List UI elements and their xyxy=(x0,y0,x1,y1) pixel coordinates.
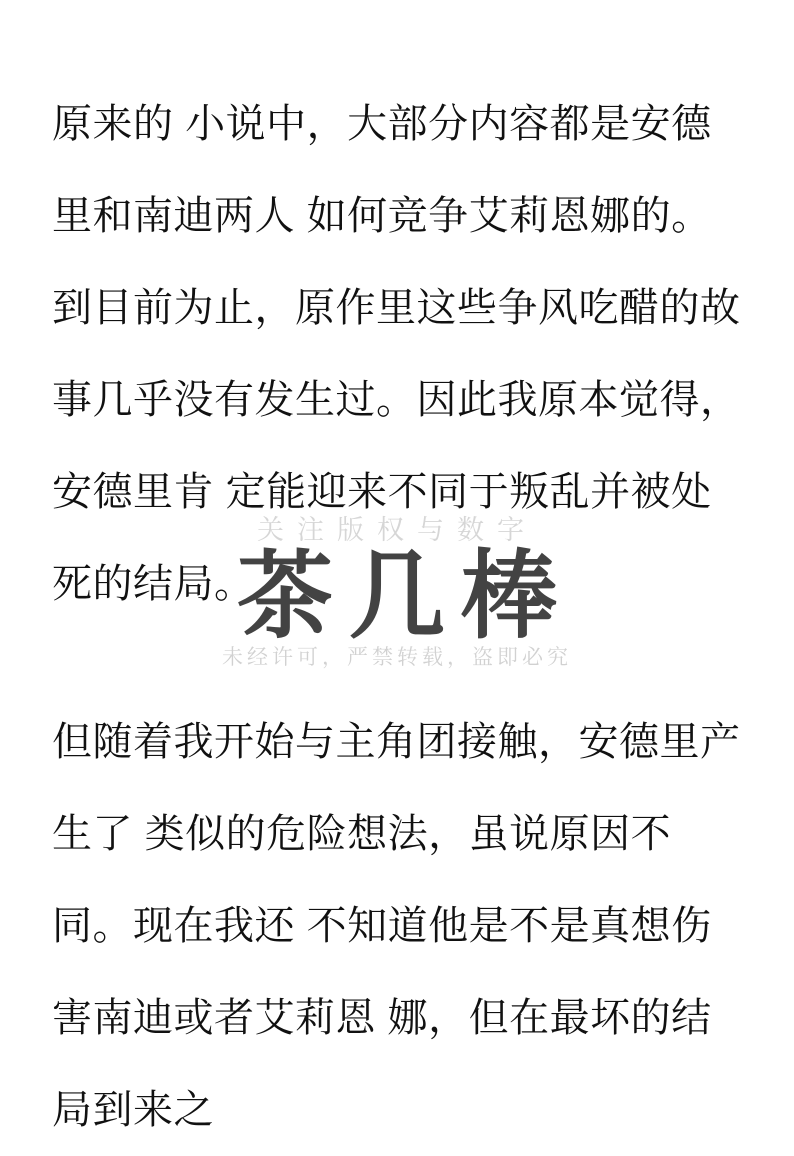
paragraph-1: 原来的 小说中，大部分内容都是安德里和南迪两人 如何竞争艾莉恩娜的。 到目前为止，原作里这些争风吃醋的故事几乎没有发生过。因此我原本觉得，安德里肯 定能迎来不同于叛乱并被处死的结局。 xyxy=(52,102,741,606)
paragraph-2: 但随着我开始与主角团接触，安德里产生了 类似的危险想法，虽说原因不同。现在我还 不知道他是不是真想伤害南迪或者艾莉恩 娜，但在最坏的结局到来之 xyxy=(52,720,741,1132)
watermark-bottom-text: 未经许可，严禁转载，盗即必究 xyxy=(222,646,572,669)
watermark-top-text: 关注版权与数字 xyxy=(257,515,537,545)
watermark-brand-text: 茶几棒 xyxy=(237,543,573,650)
